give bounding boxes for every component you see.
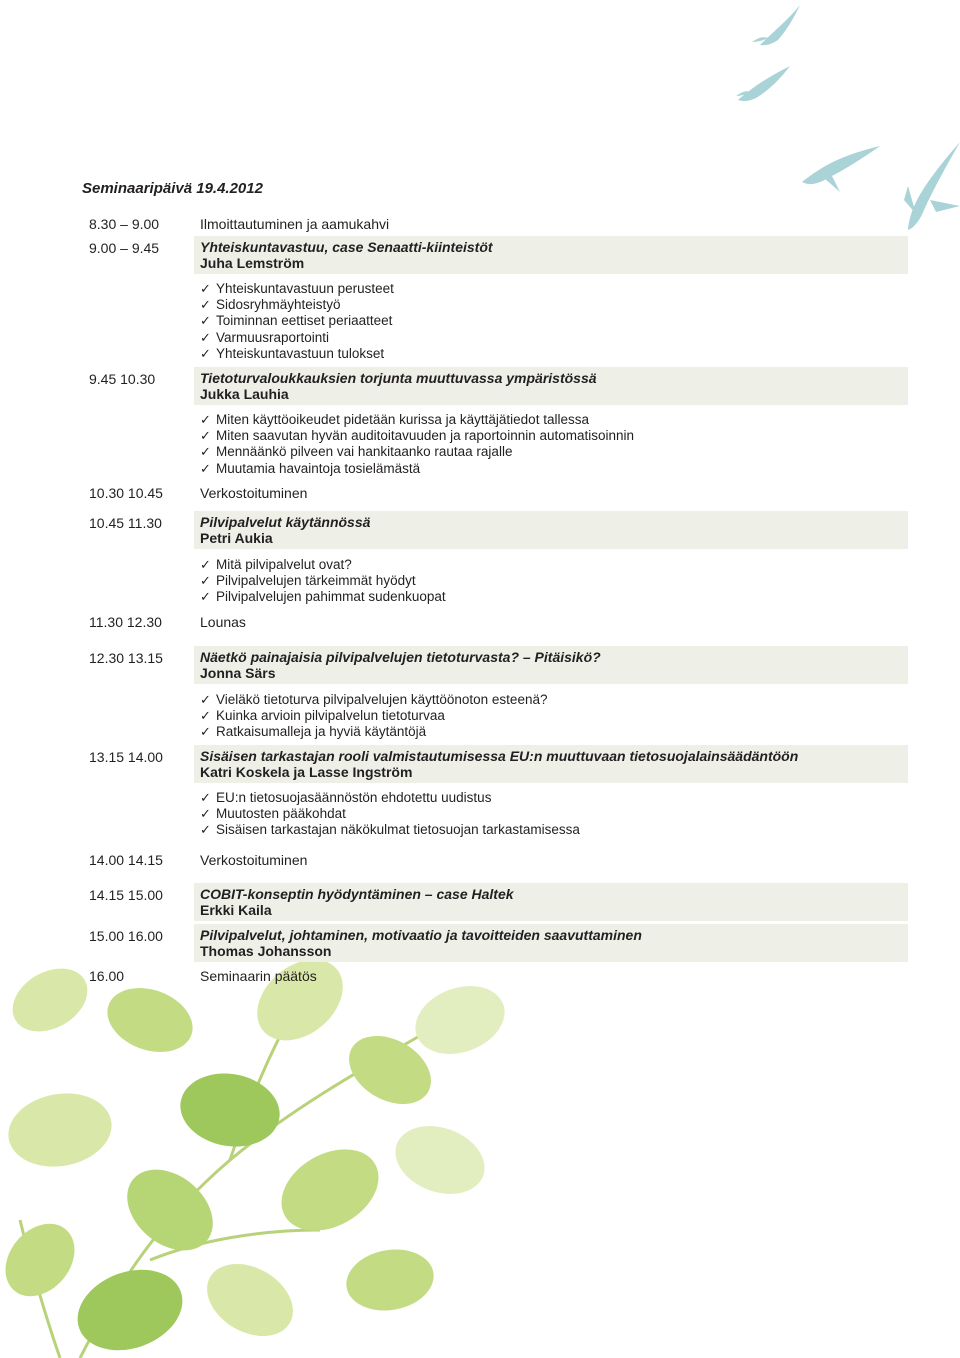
list-item: ✓ Pilvipalvelujen pahimmat sudenkuopat: [200, 589, 446, 605]
leaf-icon: [386, 1114, 494, 1206]
list-item: ✓ Pilvipalvelujen tärkeimmät hyödyt: [200, 573, 416, 589]
checkmark-icon: ✓: [200, 281, 211, 296]
session-title: Lounas: [200, 614, 246, 630]
checkmark-icon: ✓: [200, 724, 211, 740]
list-item: ✓ Sidosryhmäyhteistyö: [200, 297, 341, 313]
session-band: [194, 646, 908, 684]
session-title: Näetkö painajaisia pilvipalvelujen tietoturvasta? – Pitäisikö?: [200, 649, 601, 665]
checkmark-icon: ✓: [200, 557, 211, 572]
list-item: ✓ Muutamia havaintoja tosielämästä: [200, 460, 421, 476]
session-time: 9.45 10.30: [89, 371, 156, 387]
leaf-icon: [194, 1249, 306, 1350]
list-item: ✓ Miten saavutan hyvän auditoitavuuden ja raportoinnin automatisoinnin: [200, 428, 635, 444]
checkmark-icon: ✓: [200, 822, 211, 838]
session-speaker: Petri Aukia: [200, 530, 273, 546]
session-band: [194, 511, 908, 549]
session-title: Ilmoittautuminen ja aamukahvi: [200, 216, 390, 232]
checkmark-icon: ✓: [200, 806, 211, 822]
list-item: ✓ Mennäänkö pilveen vai hankitaanko rautaa rajalle: [200, 444, 513, 460]
checkmark-icon: ✓: [200, 589, 211, 605]
checkmark-icon: ✓: [200, 329, 211, 345]
session-speaker: Katri Koskela ja Lasse Ingström: [200, 764, 413, 780]
session-time: 8.30 – 9.00: [89, 216, 160, 232]
checkmark-icon: ✓: [200, 573, 211, 589]
session-band: [194, 236, 908, 274]
bird-icon: [802, 146, 880, 192]
leaf-icon: [175, 1066, 286, 1154]
session-speaker: Juha Lemström: [200, 255, 305, 271]
session-title: Yhteiskuntavastuu, case Senaatti-kiinteistöt: [200, 239, 493, 255]
list-item: ✓ Sisäisen tarkastajan näkökulmat tietosuojan tarkastamisessa: [200, 822, 580, 838]
session-time: 10.45 11.30: [89, 515, 162, 531]
session-time: 13.15 14.00: [89, 749, 163, 765]
checkmark-icon: ✓: [200, 708, 211, 724]
session-title: Pilvipalvelut käytännössä: [200, 514, 371, 530]
session-band: [194, 883, 908, 921]
leaf-icon: [341, 1243, 438, 1317]
leaf-icon: [98, 977, 201, 1063]
session-bullets: [200, 281, 394, 362]
session-time: 15.00 16.00: [89, 928, 163, 944]
session-speaker: Erkki Kaila: [200, 902, 272, 918]
list-item: ✓ Yhteiskuntavastuun tulokset: [200, 345, 385, 361]
session-time: 12.30 13.15: [89, 650, 163, 666]
checkmark-icon: ✓: [200, 460, 211, 476]
session-title: Pilvipalvelut, johtaminen, motivaatio ja tavoitteiden saavuttaminen: [200, 927, 642, 943]
checkmark-icon: ✓: [200, 444, 211, 460]
list-item: ✓ Muutosten pääkohdat: [200, 806, 346, 822]
session-title: Sisäisen tarkastajan rooli valmistautumisessa EU:n muuttuvaan tietosuojalainsäädäntöön: [200, 748, 799, 764]
checkmark-icon: ✓: [200, 297, 211, 313]
session-title: Verkostoituminen: [200, 485, 308, 501]
checkmark-icon: ✓: [200, 692, 211, 707]
session-speaker: Thomas Johansson: [200, 943, 332, 959]
session-speaker: Jonna Särs: [200, 665, 276, 681]
leaf-icon: [0, 1210, 89, 1310]
checkmark-icon: ✓: [200, 313, 211, 329]
session-bullets: [200, 557, 446, 606]
session-time: 14.00 14.15: [89, 852, 163, 868]
session-time: 9.00 – 9.45: [89, 240, 160, 256]
leaf-icon: [111, 1153, 228, 1267]
session-speaker: Jukka Lauhia: [200, 386, 289, 402]
session-time: 11.30 12.30: [89, 614, 162, 630]
session-time: 14.15 15.00: [89, 887, 163, 903]
list-item: ✓ Mitä pilvipalvelut ovat?: [200, 557, 352, 572]
session-band: [194, 745, 908, 783]
list-item: ✓ Kuinka arvioin pilvipalvelun tietoturvaa: [200, 708, 445, 724]
session-bullets: [200, 692, 547, 741]
list-item: ✓ Ratkaisumalleja ja hyviä käytäntöjä: [200, 724, 427, 740]
leaf-icon: [1, 960, 98, 1044]
session-time: 10.30 10.45: [89, 485, 163, 501]
session-title: COBIT-konseptin hyödyntäminen – case Haltek: [200, 886, 514, 902]
checkmark-icon: ✓: [200, 428, 211, 444]
list-item: ✓ Toiminnan eettiset periaatteet: [200, 313, 393, 329]
checkmark-icon: ✓: [200, 790, 211, 805]
list-item: ✓ Varmuusraportointi: [200, 329, 330, 345]
list-item: ✓ Miten käyttöoikeudet pidetään kurissa ja käyttäjätiedot tallessa: [200, 412, 589, 427]
swallow-birds-decoration: [720, 0, 960, 240]
leaf-icon: [66, 1256, 193, 1358]
seminar-day-heading: Seminaaripäivä 19.4.2012: [82, 180, 263, 197]
session-band: [194, 367, 908, 405]
session-band: [194, 924, 908, 962]
session-bullets: [200, 412, 634, 477]
session-title: Tietoturvaloukkauksien torjunta muuttuvassa ympäristössä: [200, 370, 597, 386]
green-leaves-decoration: [0, 960, 560, 1358]
checkmark-icon: ✓: [200, 345, 211, 361]
list-item: ✓ Vieläkö tietoturva pilvipalvelujen käyttöönoton esteenä?: [200, 692, 548, 707]
leaf-icon: [3, 1086, 118, 1175]
leaf-icon: [406, 974, 514, 1066]
list-item: ✓ EU:n tietosuojasäännöstön ehdotettu uudistus: [200, 790, 492, 805]
session-title: Seminaarin päätös: [200, 968, 317, 984]
list-item: ✓ Yhteiskuntavastuun perusteet: [200, 281, 394, 296]
session-time: 16.00: [89, 968, 125, 984]
checkmark-icon: ✓: [200, 412, 211, 427]
session-bullets: [200, 790, 580, 839]
bird-icon: [904, 142, 960, 230]
bird-icon: [736, 66, 790, 101]
session-title: Verkostoituminen: [200, 852, 308, 868]
bird-icon: [752, 5, 800, 45]
